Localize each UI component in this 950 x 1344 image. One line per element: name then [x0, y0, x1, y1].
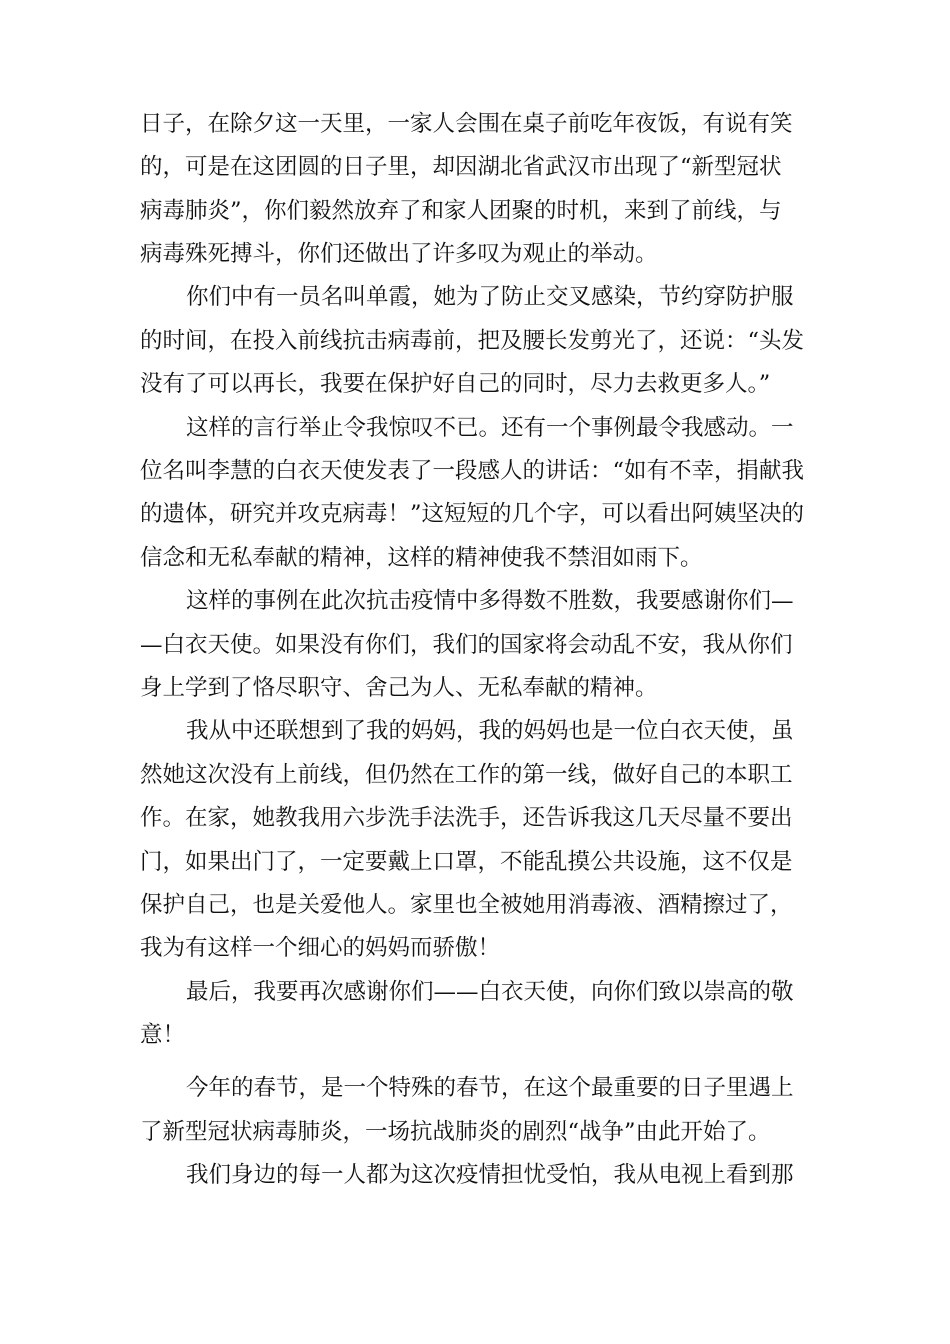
text-line: 我从中还联想到了我的妈妈，我的妈妈也是一位白衣天使，虽 — [186, 718, 794, 744]
text-line: 今年的春节，是一个特殊的春节，在这个最重要的日子里遇上 — [186, 1075, 794, 1101]
text-line: 位名叫李慧的白衣天使发表了一段感人的讲话：“如有不幸，捐献我 — [140, 458, 805, 484]
text-line: 然她这次没有上前线，但仍然在工作的第一线，做好自己的本职工 — [140, 762, 793, 788]
text-line: 病毒殊死搏斗，你们还做出了许多叹为观止的举动。 — [140, 241, 658, 267]
text-line: 信念和无私奉献的精神，这样的精神使我不禁泪如雨下。 — [140, 545, 703, 571]
text-line: 最后，我要再次感谢你们——白衣天使，向你们致以崇高的敬 — [186, 979, 794, 1005]
text-line: 身上学到了恪尽职守、舍己为人、无私奉献的精神。 — [140, 675, 658, 701]
text-line: 我为有这样一个细心的妈妈而骄傲！ — [140, 935, 501, 961]
text-line: 的时间，在投入前线抗击病毒前，把及腰长发剪光了，还说：“头发 — [140, 328, 805, 354]
text-line: 我们身边的每一人都为这次疫情担忧受怕，我从电视上看到那 — [186, 1162, 794, 1188]
text-line: 了新型冠状病毒肺炎，一场抗战肺炎的剧烈“战争”由此开始了。 — [140, 1119, 771, 1145]
text-line: 的遗体，研究并攻克病毒！”这短短的几个字，可以看出阿姨坚决的 — [140, 501, 805, 527]
text-line: 意！ — [140, 1022, 186, 1048]
text-line: 这样的事例在此次抗击疫情中多得数不胜数，我要感谢你们— — [186, 588, 794, 614]
text-line: 你们中有一员名叫单霞，她为了防止交叉感染，节约穿防护服 — [186, 284, 794, 310]
text-line: 这样的言行举止令我惊叹不已。还有一个事例最令我感动。一 — [186, 415, 794, 441]
text-line: 门，如果出门了，一定要戴上口罩，不能乱摸公共设施，这不仅是 — [140, 849, 793, 875]
text-line: 日子，在除夕这一天里，一家人会围在桌子前吃年夜饭，有说有笑 — [140, 111, 793, 137]
text-line: —白衣天使。如果没有你们，我们的国家将会动乱不安，我从你们 — [140, 632, 793, 658]
text-line: 没有了可以再长，我要在保护好自己的同时，尽力去救更多人。” — [140, 371, 771, 397]
text-line: 的，可是在这团圆的日子里，却因湖北省武汉市出现了“新型冠状 — [140, 154, 782, 180]
text-line: 病毒肺炎”，你们毅然放弃了和家人团聚的时机，来到了前线，与 — [140, 198, 782, 224]
text-line: 作。在家，她教我用六步洗手法洗手，还告诉我这几天尽量不要出 — [140, 805, 793, 831]
text-line: 保护自己，也是关爱他人。家里也全被她用消毒液、酒精擦过了， — [140, 892, 793, 918]
